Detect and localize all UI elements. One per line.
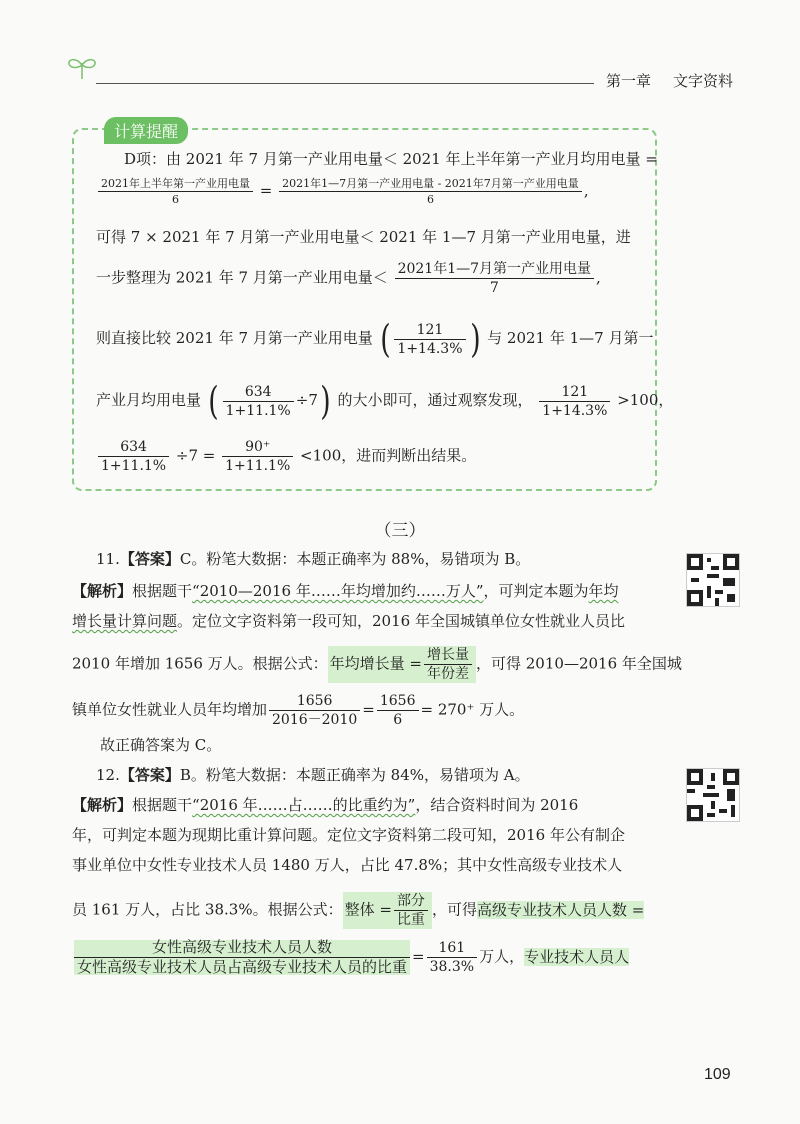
qr-code-icon[interactable] [686,768,740,822]
fraction: $\frac{90^+}{1+11.1\%}$ [222,440,293,473]
tip-line-5: 则直接比较 2021 年 7 月第一产业用电量 ( $\frac{121}{1+14.3\%}$ ) 与 2021 年 1—7 月第一 [96,317,654,361]
leaf-icon [66,55,98,85]
q12-analysis-line-3: 事业单位中女性专业技术人员 1480 万人，占比 47.8%；其中女性高级专业技术人 [72,856,623,874]
fraction: $\frac{121}{1+14.3\%}$ [394,323,465,356]
page-number: 109 [704,1066,731,1083]
fraction: $\frac{634}{1+11.1\%}$ [98,440,169,473]
tip-line-1: D项：由 2021 年 7 月第一产业用电量＜ 2021 年上半年第一产业月均用电量 = [124,150,658,168]
chapter-label: 第一章 [606,73,652,90]
running-header [606,70,733,91]
fraction: $\frac{\text{女性高级专业技术人员人数}}{\text{女性高级专业技术人员占高级专业技术人员的比重}}$ [74,940,410,975]
q11-analysis-line-3: 2010 年增加 1656 万人。根据公式： 年均增长量 = $\frac{\text{增长量}}{\text{年份差}}$ ，可得 2010—2016 年全国城 [72,647,682,682]
tip-line-4: 一步整理为 2021 年 7 月第一产业用电量＜ $\frac{\text{2021年1—7月第一产业用电量}}{7}$ , [96,261,601,296]
tip-line-6: 产业月均用电量 ( $\frac{634}{1+11.1\%}$ ÷7) 的大小即可，通过观察发现， $\frac{121}{1+14.3\%}$ >100， [96,379,674,423]
q12-answer-line: 12.【答案】B。粉笔大数据：本题正确率为 84%，易错项为 A。 [96,766,530,784]
header-rule [96,83,594,84]
q11-analysis-line-1: 【解析】根据题干“2010—2016 年……年均增加约……万人”，可判定本题为年均 [72,582,619,600]
q11-analysis-line-4: 镇单位女性就业人员年均增加 $\frac{1656}{2016-2010}$ = $\frac{1656}{6}$ = 270⁺ 万人。 [72,693,525,728]
tip-line-3: 可得 7 × 2021 年 7 月第一产业用电量＜ 2021 年 1—7 月第一产业用电量，进 [96,228,631,246]
q11-analysis-line-2: 增长量计算问题。定位文字资料第一段可知，2016 年全国城镇单位女性就业人员比 [72,612,625,630]
q11-answer-line: 11.【答案】C。粉笔大数据：本题正确率为 88%，易错项为 B。 [96,550,531,568]
formula-highlight: 年均增长量 = $\frac{\text{增长量}}{\text{年份差}}$ [328,646,476,683]
fraction: $\frac{1656}{2016-2010}$ [269,694,360,727]
fraction: $\frac{\text{2021年上半年第一产业用电量}}{6}$ [98,178,253,205]
fraction: $\frac{\text{部分}}{\text{比重}}$ [394,894,428,927]
q12-analysis-line-4: 员 161 万人，占比 38.3%。根据公式： 整体 = $\frac{\text{部分}}{\text{比重}}$ ，可得高级专业技术人员人数 = [72,893,645,928]
fraction: $\frac{121}{1+14.3\%}$ [539,385,610,418]
q12-analysis-line-1: 【解析】根据题干“2016 年……占……的比重约为”，结合资料时间为 2016 [72,796,579,814]
q12-analysis-line-5: $\frac{\text{女性高级专业技术人员人数}}{\text{女性高级专业技术人员占高级专业技术人员的比重}}$ = $\frac{161}{38.3\%}$ 万人，专业技术人员人 [72,940,629,975]
q11-conclusion: 故正确答案为 C。 [100,736,222,754]
tip-line-7: $\frac{634}{1+11.1\%}$ ÷7 = $\frac{90^+}{1+11.1\%}$ <100，进而判断出结果。 [96,440,476,473]
fraction: $\frac{1656}{6}$ [377,694,419,727]
fraction: $\frac{634}{1+11.1\%}$ [223,385,294,418]
q12-analysis-line-2: 年，可判定本题为现期比重计算问题。定位文字资料第二段可知，2016 年公有制企 [72,826,625,844]
chapter-title: 文字资料 [673,73,734,90]
fraction: $\frac{\text{2021年1—7月第一产业用电量 - 2021年7月第一产业用电量}}{6}$ [279,178,582,205]
fraction: $\frac{\text{增长量}}{\text{年份差}}$ [424,648,472,681]
section-title: （三） [374,521,426,540]
fraction: $\frac{\text{2021年1—7月第一产业用电量}}{7}$ [395,262,594,295]
tip-label: 计算提醒 [104,117,188,144]
tip-line-2: $\frac{\text{2021年上半年第一产业用电量}}{6}$ = $\frac{\text{2021年1—7月第一产业用电量 - 2021年7月第一产业用电量}}{6}$ , [96,178,589,205]
fraction: $\frac{161}{38.3\%}$ [427,941,477,974]
qr-code-icon[interactable] [686,553,740,607]
formula-highlight: 整体 = $\frac{\text{部分}}{\text{比重}}$ [343,892,432,929]
